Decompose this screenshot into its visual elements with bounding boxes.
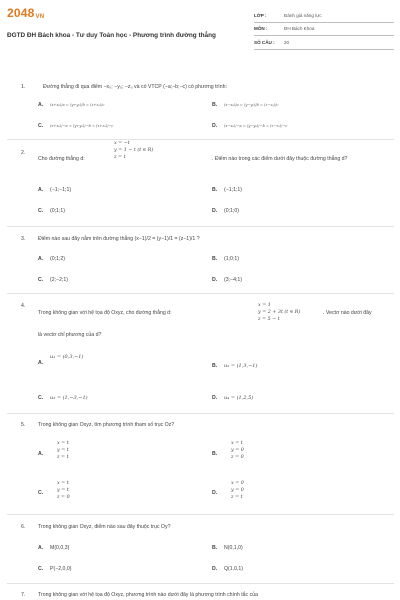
line-system: x = −t y = 1 − t (t ∈ R) z = t xyxy=(114,141,154,160)
question-number: 4. xyxy=(21,303,26,309)
divider xyxy=(7,514,394,515)
q5-option-a[interactable]: A. xyxy=(38,451,44,457)
divider xyxy=(7,583,394,584)
meta-label: MÔN : xyxy=(254,26,268,32)
question-stem: Đường thẳng đi qua điểm −x₀; −y₀; −z₀ và có VTCP (−a;−b;−c) có phương trình: xyxy=(43,84,227,90)
q3-option-d[interactable]: D. (3;−4;1) xyxy=(212,277,243,283)
q2-option-c[interactable]: C. (0;1;1) xyxy=(38,208,65,214)
meta-value: Đánh giá năng lực xyxy=(284,12,322,18)
meta-label: LỚP : xyxy=(254,12,267,18)
q4-option-a[interactable]: A.u₁ = (0,3,−1) xyxy=(38,354,84,366)
meta-value: 20 xyxy=(284,39,290,45)
question-number: 3. xyxy=(21,236,26,242)
divider xyxy=(7,226,394,227)
question-number: 6. xyxy=(21,524,26,530)
question-stem: Trong không gian Oxyz, điểm nào sau đây thuộc trục Oy? xyxy=(38,524,171,530)
q1-option-c[interactable]: C. (x+x₀)/−a = (y+y₀)/−b = (z+z₀)/−c xyxy=(38,123,114,129)
meta-table xyxy=(254,9,394,50)
q5-d-system: x = 0 y = 0 z = t xyxy=(231,481,244,500)
meta-row-class xyxy=(254,9,394,23)
q2-option-a[interactable]: A. (−1;−1;1) xyxy=(38,187,72,193)
question-number: 2. xyxy=(21,150,26,156)
q5-b-system: x = t y = 0 z = 0 xyxy=(231,441,244,460)
q5-c-system: x = t y = t z = 0 xyxy=(57,481,70,500)
meta-label: SỐ CÂU : xyxy=(254,39,275,45)
q1-option-a[interactable]: A. (x+x₀)/a = (y+y₀)/b = (z+z₀)/c xyxy=(38,102,105,108)
q6-option-a[interactable]: A. M(0,0,3) xyxy=(38,545,70,551)
q1-option-d[interactable]: D. (x−x₀)/−a = (y−y₀)/−b = (z−z₀)/−c xyxy=(212,123,288,129)
question-number: 5. xyxy=(21,422,26,428)
q6-option-b[interactable]: B. N(0,1,0) xyxy=(212,545,243,551)
q4-option-d[interactable]: D. u₄ = (1,2,5) xyxy=(212,395,254,401)
q2-option-b[interactable]: B. (−1;1;1) xyxy=(212,187,243,193)
question-stem: Điểm nào sau đây nằm trên đường thẳng (x−1)/2 = (y−1)/1 = (z−1)/1 ? xyxy=(38,236,200,242)
q6-option-c[interactable]: C. P(−2,0,0) xyxy=(38,566,72,572)
divider xyxy=(7,293,394,294)
line-system: x = 1 y = 2 + 3t (t ∈ R) z = 5 − t xyxy=(258,303,301,322)
q1-option-b[interactable]: B. (x−x₀)/a = (y−y₀)/b = (z−z₀)/c xyxy=(212,102,279,108)
q3-option-a[interactable]: A. (0;1;2) xyxy=(38,256,65,262)
q3-option-b[interactable]: B. (1;0;1) xyxy=(212,256,239,262)
meta-row-count xyxy=(254,36,394,50)
q2-option-d[interactable]: D. (0;1;0) xyxy=(212,208,239,214)
site-logo[interactable]: 2048VN xyxy=(7,6,45,20)
q5-option-d[interactable]: D. xyxy=(212,490,218,496)
q4-option-b[interactable]: B. u₂ = (1,3,−1) xyxy=(212,363,258,369)
q5-option-c[interactable]: C. xyxy=(38,490,44,496)
question-stem: Trong không gian Oxyz, tìm phương trình tham số trục Oz? xyxy=(38,422,175,428)
meta-row-subject xyxy=(254,23,394,37)
logo-suffix: VN xyxy=(35,14,45,20)
question-number: 1. xyxy=(21,84,26,90)
question-number: 7. xyxy=(21,592,26,598)
divider xyxy=(7,139,394,140)
q6-option-d[interactable]: D. Q(1,0,1) xyxy=(212,566,244,572)
q3-option-c[interactable]: C. (2;−2;1) xyxy=(38,277,69,283)
meta-value: ĐH Bách Khoa xyxy=(284,26,315,32)
q4-option-c[interactable]: C. u₃ = (1,−3,−1) xyxy=(38,395,88,401)
q5-option-b[interactable]: B. xyxy=(212,451,218,457)
divider xyxy=(7,413,394,414)
q5-a-system: x = t y = t z = t xyxy=(57,441,69,460)
question-stem: Trong không gian với hệ tọa độ Oxyz, phương trình nào dưới đây là phương trình chính tắc của xyxy=(38,592,258,598)
document-title: ĐGTD ĐH Bách khoa - Tư duy Toán học - Phương trình đường thẳng xyxy=(7,32,216,39)
